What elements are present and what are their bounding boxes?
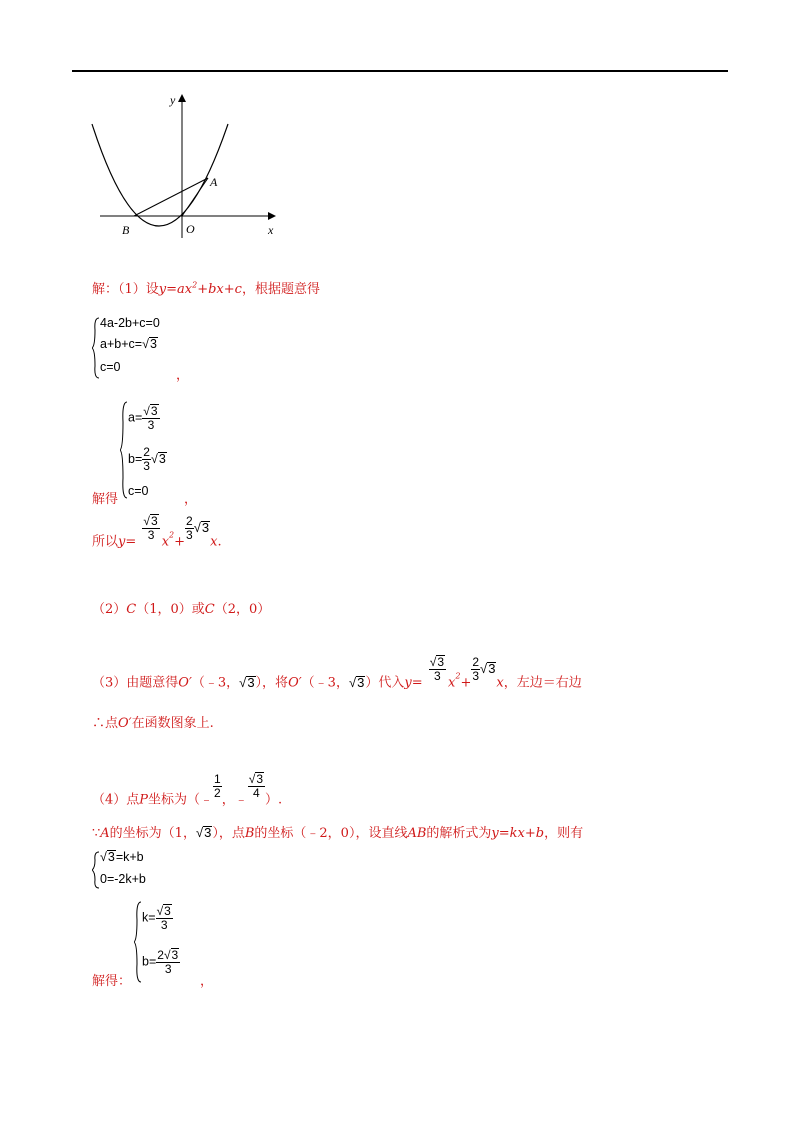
system2-c: c=0 — [128, 484, 149, 498]
system4-b: b= $\frac{2√3}{3}$ — [142, 948, 179, 976]
system2-b: b= $\frac{2}{3}$ √3 — [128, 445, 166, 473]
system3-eq2: 0=-2k+b — [100, 872, 146, 886]
system2-a: a= $\frac{√3}{3}$ — [128, 404, 158, 432]
point-o-label: O — [186, 222, 195, 236]
segment-ao — [182, 178, 208, 216]
y-axis-arrow — [178, 94, 186, 102]
x-axis-arrow — [268, 212, 276, 220]
system-1 — [92, 316, 212, 380]
solved-label-1: 解得 — [92, 492, 119, 507]
point-b-label: B — [122, 223, 130, 237]
parabola-figure — [88, 88, 288, 248]
part2-line: （2）C（1，0）或C（2，0） — [92, 602, 271, 617]
comma: ， — [184, 492, 198, 507]
segment-ab — [134, 178, 208, 216]
header-rule — [72, 70, 728, 72]
brace — [120, 400, 128, 500]
part4-line1: （4）点P坐标为（﹣ $\frac{1}{2}$ ，﹣ $\frac{√3}{4}$ ）. — [92, 771, 283, 808]
system3-eq1: √3=k+b — [100, 850, 144, 864]
system1-eq2: a+b+c=√3 — [100, 337, 157, 351]
part3-line2: ∴点O′在函数图象上. — [92, 716, 214, 731]
part4-line2: ∵A的坐标为（1，√3），点B的坐标（﹣2，0），设直线AB的解析式为y=kx+b，则有 — [92, 825, 584, 841]
comma: ， — [200, 974, 214, 989]
system4-k: k= $\frac{√3}{3}$ — [142, 904, 171, 932]
system1-eq3: c=0 — [100, 360, 121, 374]
comma: ， — [176, 368, 190, 383]
solved-label-4: 解得： — [92, 974, 132, 989]
part3-line1: （3）由题意得O′（﹣3，√3），将O′（﹣3，√3）代入y= $\frac{√3}{3}$ $x^2+$ $\frac{2}{3}$ √3x，左边＝右边 — [92, 654, 582, 691]
system-2 — [120, 400, 200, 500]
part1-result: 所以y= $\frac{√3}{3}$ $x^2+$ $\frac{2}{3}$ √3x. — [92, 513, 222, 550]
brace — [92, 850, 100, 890]
part1-intro: 解：（1）设$y=ax^2+bx+c$，根据题意得 — [92, 280, 320, 297]
system-3 — [92, 850, 202, 890]
point-a-label: A — [210, 175, 218, 189]
x-axis-label: x — [268, 223, 274, 237]
parabola-curve — [92, 124, 228, 226]
y-axis-label: y — [170, 93, 176, 107]
brace — [92, 316, 100, 380]
system1-eq1: 4a-2b+c=0 — [100, 316, 160, 330]
brace — [134, 900, 142, 984]
